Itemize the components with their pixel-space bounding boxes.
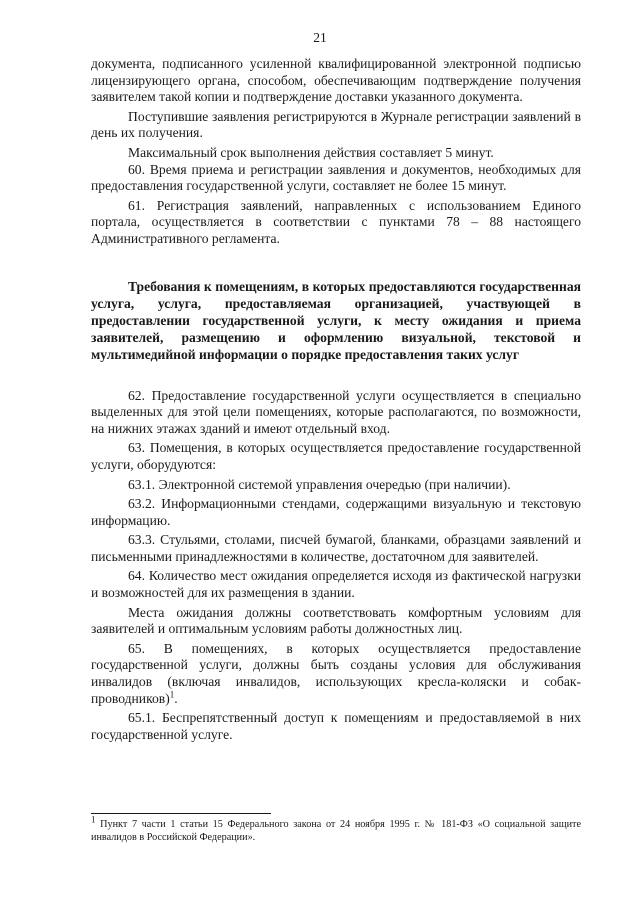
paragraph-61: 61. Регистрация заявлений, направленных с использованием Единого портала, осуществляется в соответствии с пунктами 78 – 88 настоящего Административного регламента.: [91, 197, 581, 246]
paragraph-63-1: 63.1. Электронной системой управления очередью (при наличии).: [128, 476, 511, 492]
paragraph-63-2: 63.2. Информационными стендами, содержащими визуальную и текстовую информацию.: [91, 496, 581, 528]
paragraph-65-end: .: [174, 690, 178, 706]
footnote-divider: [91, 813, 271, 814]
paragraph: Места ожидания должны соответствовать комфортным условиям для заявителей и оптимальным условиям работы должностных лиц.: [91, 604, 581, 637]
paragraph: документа, подписанного усиленной квалифицированной электронной подписью лицензирующего органа, способом, обеспечивающим подтверждение получения заявителем такой копии и подтверждение доставки указанного документа.: [91, 56, 581, 105]
section-heading: Требования к помещениям, в которых предоставляются государственная услуга, услуга, предоставляемая организацией, участвующей в предоставлении государственной услуги, к месту ожидания и приема заявителей, размещению и оформлению визуальной, текстовой и мультимедийной информации о порядке предоставления таких услуг: [91, 278, 581, 362]
footnote-text: Пункт 7 части 1 статьи 15 Федерального закона от 24 ноября 1995 г. № 181-ФЗ «О социальной защите инвалидов в Российской Федерации».: [91, 819, 581, 843]
page-number: 21: [313, 30, 327, 45]
footnote-mark: 1: [91, 814, 96, 825]
paragraph: Максимальный срок выполнения действия составляет 5 минут.: [128, 144, 494, 160]
footnote: [91, 814, 581, 844]
paragraph-65-1: 65.1. Беспрепятственный доступ к помещениям и предоставляемой в них государственной услуге.: [91, 710, 581, 742]
paragraph-63: 63. Помещения, в которых осуществляется предоставление государственной услуги, оборудуются:: [91, 440, 581, 472]
document-body: [91, 56, 581, 743]
paragraph-65: [91, 641, 581, 707]
paragraph-65-text: 65. В помещениях, в которых осуществляется предоставление государственной услуги, должны быть созданы условия для обслуживания инвалидов (включая инвалидов, использующих кресла-коляски и собак-проводников): [91, 640, 581, 706]
footnote-reference: 1: [169, 689, 175, 700]
paragraph: Поступившие заявления регистрируются в Журнале регистрации заявлений в день их получения.: [91, 108, 581, 141]
paragraph-60: 60. Время приема и регистрации заявления и документов, необходимых для предоставления государственной услуги, составляет не более 15 минут.: [91, 161, 581, 194]
paragraph-63-3: 63.3. Стульями, столами, писчей бумагой, бланками, образцами заявлений и письменными принадлежностями в количестве, достаточном для заявителей.: [91, 532, 581, 564]
paragraph-64: 64. Количество мест ожидания определяется исходя из фактической нагрузки и возможностей для их размещения в здании.: [91, 568, 581, 601]
paragraph-62: 62. Предоставление государственной услуги осуществляется в специально выделенных для этой цели помещениях, которые располагаются, по возможности, на нижних этажах зданий и имеют отдельный вход.: [91, 387, 581, 436]
